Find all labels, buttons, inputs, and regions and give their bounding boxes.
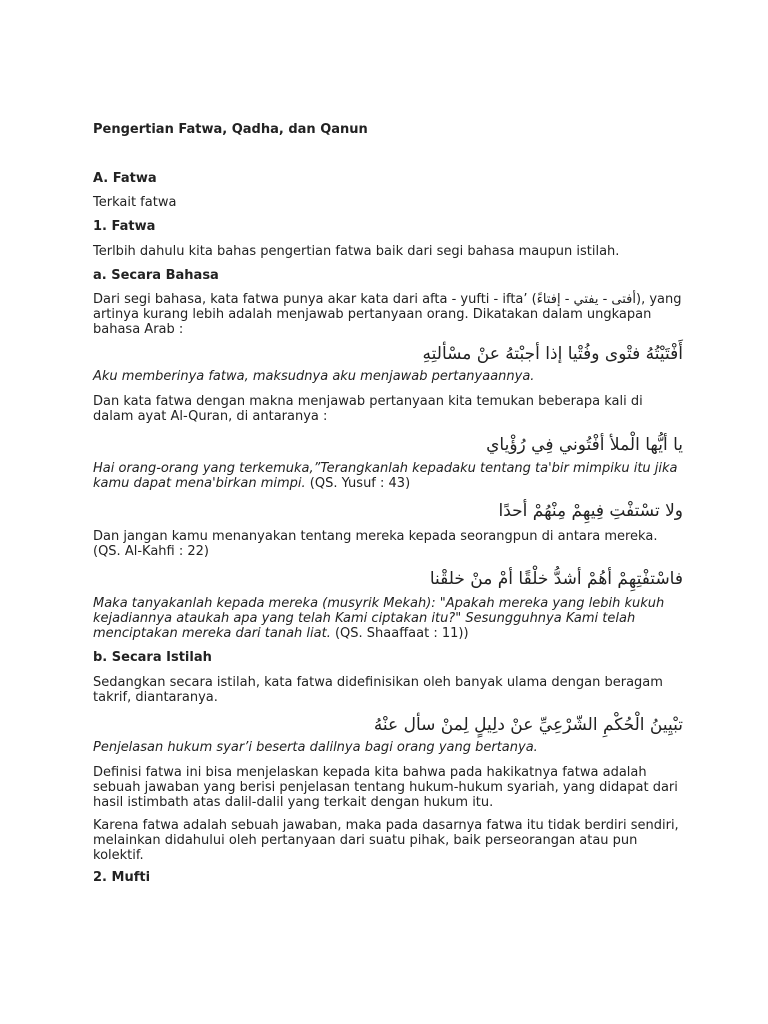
- translation-2: [93, 461, 683, 491]
- bahasa-text-start: Dari segi bahasa, kata fatwa punya akar kata dari afta - yufti - ifta’ (: [93, 292, 537, 307]
- heading-secara-istilah: b. Secara Istilah: [93, 650, 212, 665]
- arabic-quote-1: أَفْتَيْتُهُ فتْوى وفُتْيا إذا أجبْتهُ عنْ مسْألتِهِ: [422, 344, 683, 364]
- bahasa-arabic-inline: أفتى - يفتي - إفتاءً: [536, 292, 637, 307]
- definition-paragraph-2: Karena fatwa adalah sebuah jawaban, maka pada dasarnya fatwa itu tidak berdiri sendiri, melainkan didahului oleh pertanyaan dari suatu pihak, baik perseorangan atau pun kolektif.: [93, 818, 679, 863]
- istilah-intro-paragraph: Sedangkan secara istilah, kata fatwa didefinisikan oleh banyak ulama dengan beragam takrif, diantaranya.: [93, 675, 663, 705]
- arabic-quote-5: تبْيِينُ الْحُكْمِ الشّرْعِيِّ عنْ دلِيلٍ لِمنْ سأل عنْهُ: [373, 715, 683, 735]
- heading-2-mufti: 2. Mufti: [93, 870, 151, 885]
- subtitle-terkait: Terkait fatwa: [93, 195, 177, 210]
- translation-4: [93, 596, 683, 641]
- definition-paragraph-1: Definisi fatwa ini bisa menjelaskan kepada kita bahwa pada hakikatnya fatwa adalah sebuah jawaban yang berisi penjelasan tentang hukum-hukum syariah, yang didapat dari hasil istimbath atas dalil-dalil yang terkait dengan hukum itu.: [93, 765, 678, 810]
- arabic-quote-3: ولا تسْتفْتِ فِيهِمْ مِنْهُمْ أحدًا: [498, 501, 683, 521]
- arabic-quote-2: يا أيُّها الْملأ أفْتُوني فِي رُؤْياي: [486, 435, 683, 455]
- translation-2-text: Hai orang-orang yang terkemuka,”Terangkanlah kepadaku tentang ta'bir mimpiku itu jika kamu dapat mena'birkan mimpi.: [93, 461, 678, 491]
- translation-2-reference: (QS. Yusuf : 43): [305, 476, 411, 491]
- arabic-quote-4: فاسْتفْتِهِمْ أهُمْ أشدُّ خلْقًا أمْ منْ خلقْنا: [429, 569, 683, 589]
- heading-secara-bahasa: a. Secara Bahasa: [93, 268, 219, 283]
- translation-3: Dan jangan kamu menanyakan tentang mereka kepada seorangpun di antara mereka. (QS. Al-Kahfi : 22): [93, 529, 658, 559]
- translation-1: Aku memberinya fatwa, maksudnya aku menjawab pertanyaannya.: [93, 369, 535, 384]
- bahasa-text-end: ), yang artinya kurang lebih adalah menjawab pertanyaan orang. Dikatakan dalam ungkapan bahasa Arab :: [93, 292, 682, 337]
- translation-4-reference: (QS. Shaaffaat : 11)): [330, 626, 469, 641]
- section-heading-fatwa: A. Fatwa: [93, 171, 157, 186]
- quran-intro-paragraph: Dan kata fatwa dengan makna menjawab pertanyaan kita temukan beberapa kali di dalam ayat Al-Quran, di antaranya :: [93, 394, 643, 424]
- document-page: [93, 122, 683, 885]
- document-title: Pengertian Fatwa, Qadha, dan Qanun: [93, 122, 368, 137]
- translation-4-text: Maka tanyakanlah kepada mereka (musyrik Mekah): "Apakah mereka yang lebih kukuh kejadiannya ataukah apa yang telah Kami ciptakan itu?" Sesungguhnya Kami telah menciptakan mereka dari tanah liat.: [93, 596, 665, 641]
- intro-paragraph: Terlbih dahulu kita bahas pengertian fatwa baik dari segi bahasa maupun istilah.: [93, 244, 620, 259]
- bahasa-paragraph: [93, 292, 683, 337]
- translation-5: Penjelasan hukum syar’i beserta dalilnya bagi orang yang bertanya.: [93, 740, 538, 755]
- heading-1-fatwa: 1. Fatwa: [93, 219, 156, 234]
